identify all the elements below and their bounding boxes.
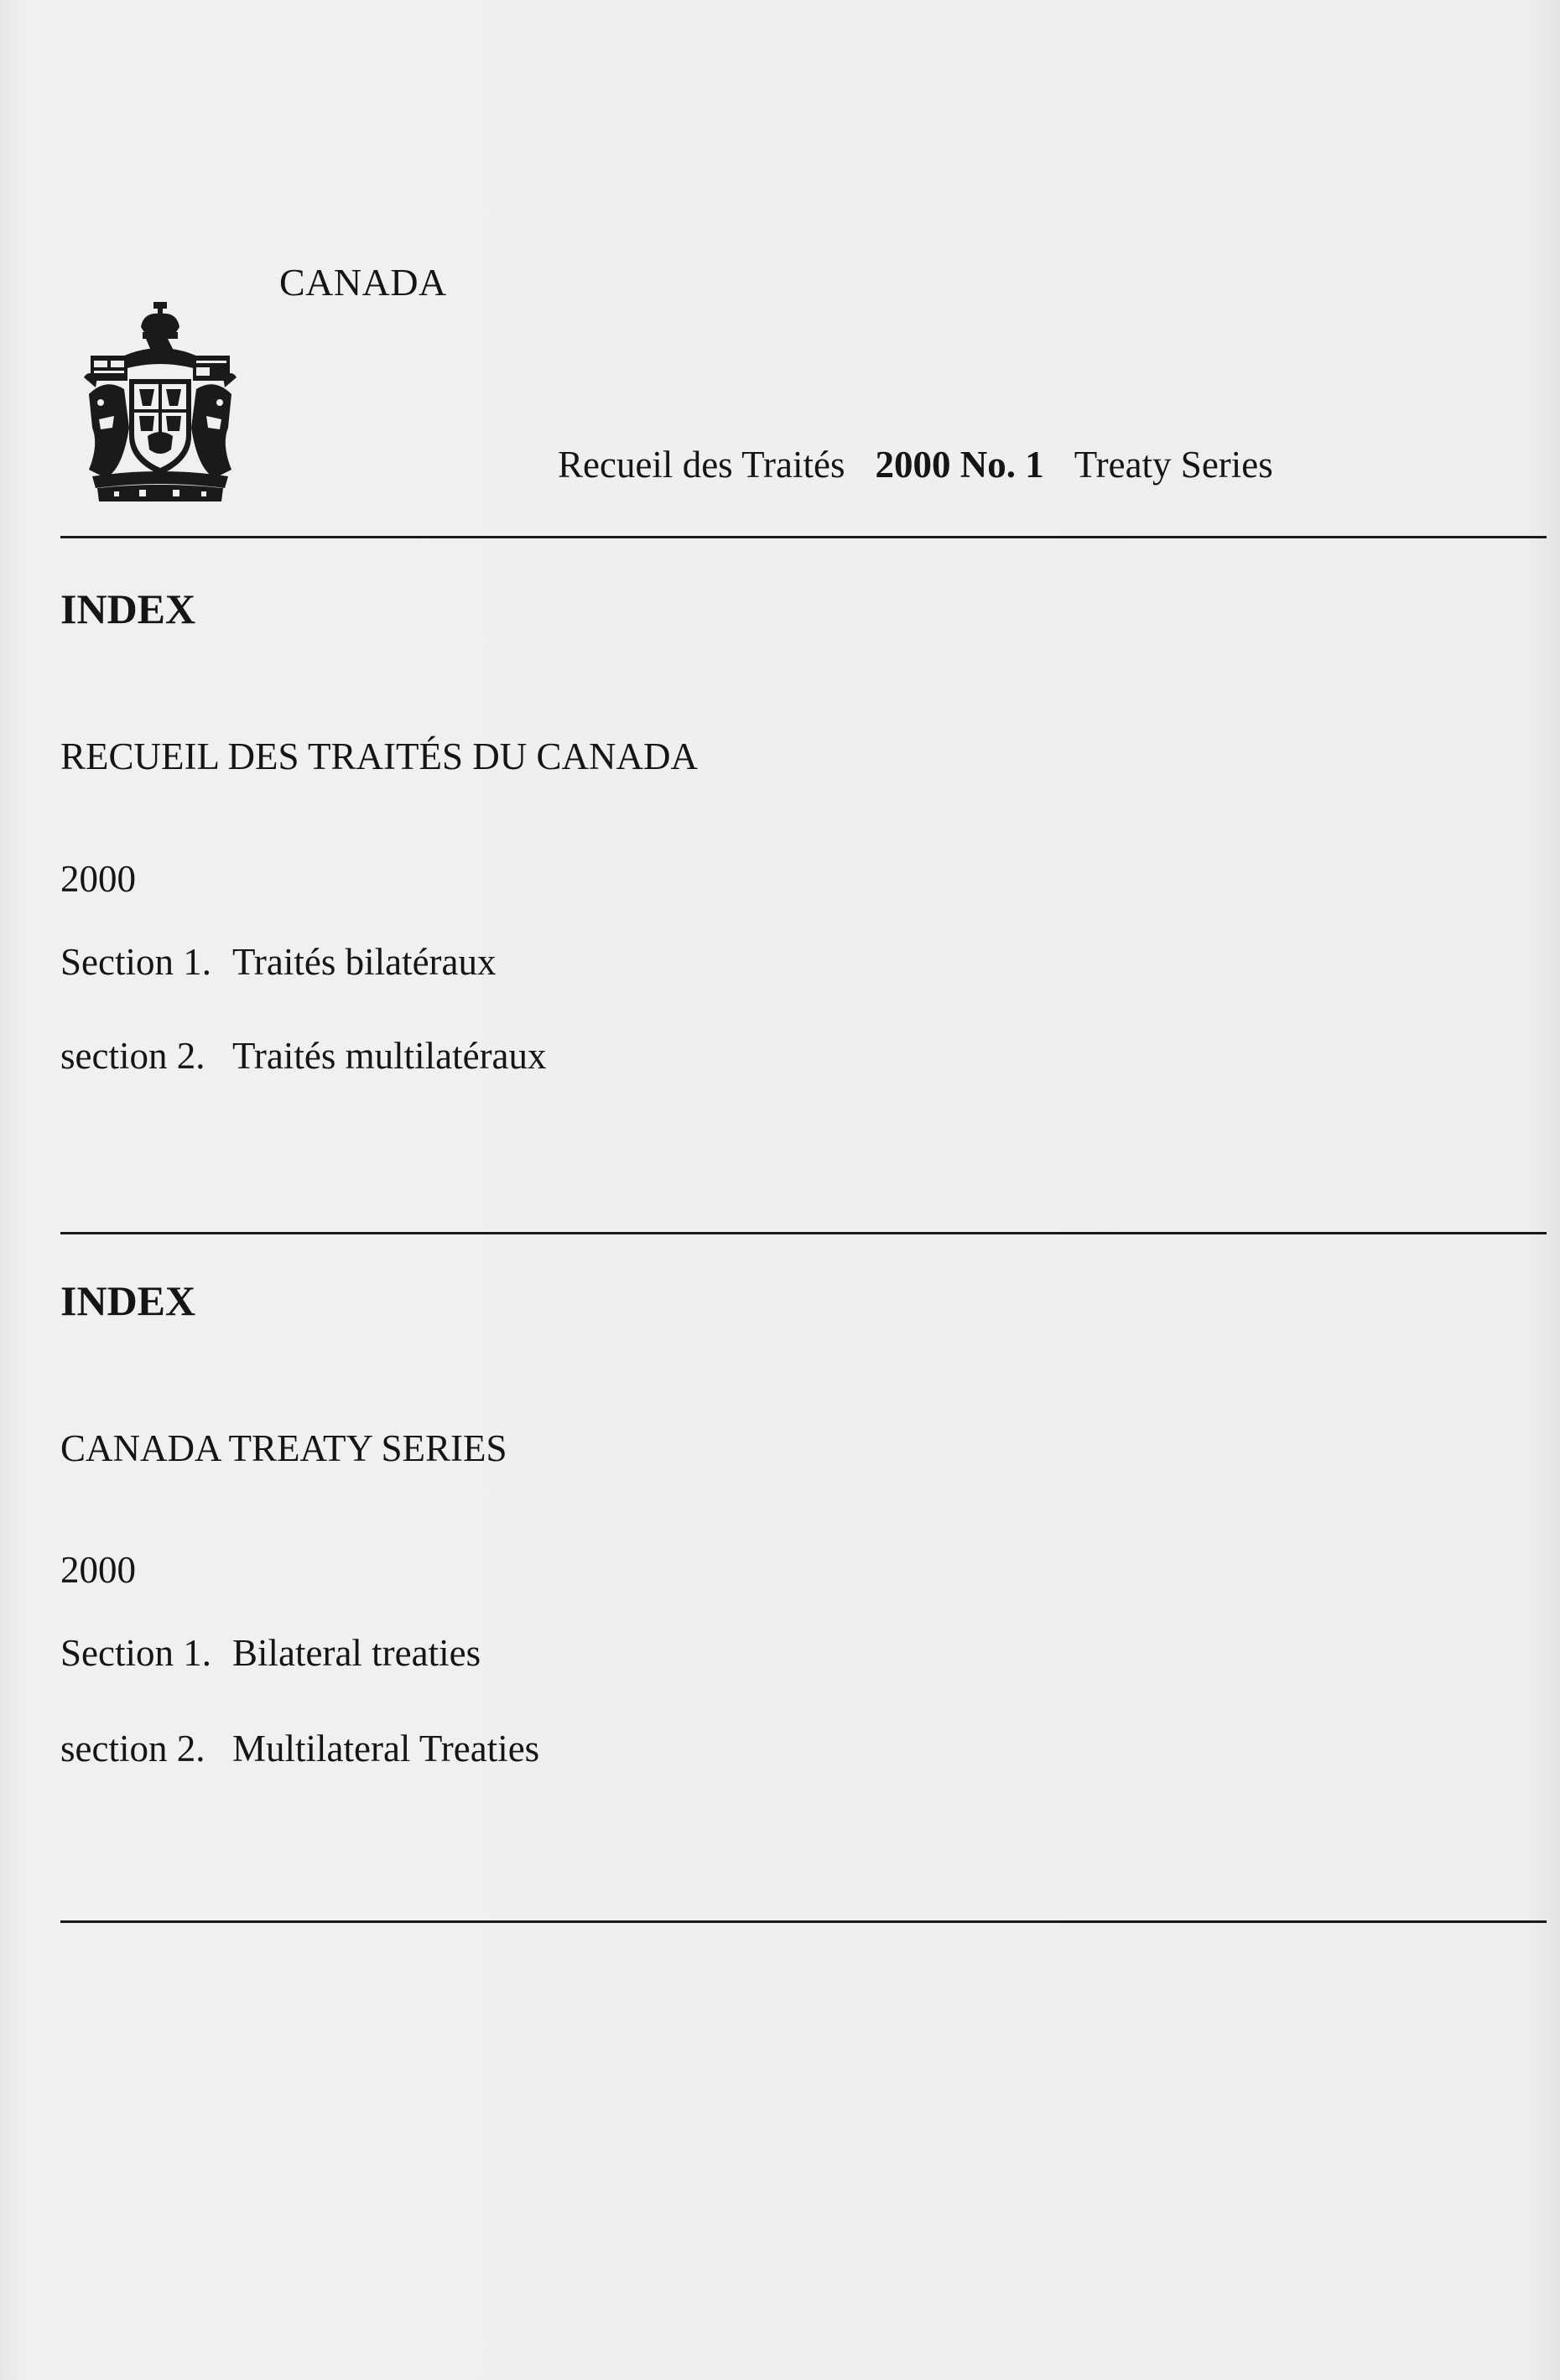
index-title-french: INDEX — [60, 585, 196, 632]
section-title: Traités multilatéraux — [232, 1035, 547, 1077]
series-english: Treaty Series — [1074, 444, 1273, 486]
volume-number: 2000 No. 1 — [875, 444, 1044, 486]
section-title: Multilateral Treaties — [232, 1728, 540, 1769]
year-french: 2000 — [60, 858, 136, 900]
section-title: Traités bilatéraux — [232, 941, 497, 983]
series-header — [558, 443, 1273, 486]
index-title-english: INDEX — [60, 1277, 196, 1324]
section-number: Section 1. — [60, 941, 211, 983]
series-title-french: RECUEIL DES TRAITÉS DU CANADA — [60, 735, 698, 777]
section-item-french-1 — [60, 940, 497, 984]
section-number: section 2. — [60, 1728, 205, 1769]
section-item-english-2 — [60, 1727, 539, 1770]
country-name: CANADA — [279, 261, 447, 304]
divider — [60, 536, 1547, 538]
series-french: Recueil des Traités — [558, 444, 845, 486]
series-title-english: CANADA TREATY SERIES — [60, 1427, 507, 1469]
section-item-english-1 — [60, 1631, 481, 1675]
section-item-french-2 — [60, 1034, 547, 1078]
divider — [60, 1232, 1547, 1234]
divider — [60, 1920, 1547, 1923]
section-number: section 2. — [60, 1035, 205, 1077]
canada-coat-of-arms-icon — [81, 302, 240, 503]
section-number: Section 1. — [60, 1632, 211, 1674]
year-english: 2000 — [60, 1549, 136, 1591]
section-title: Bilateral treaties — [232, 1632, 481, 1674]
